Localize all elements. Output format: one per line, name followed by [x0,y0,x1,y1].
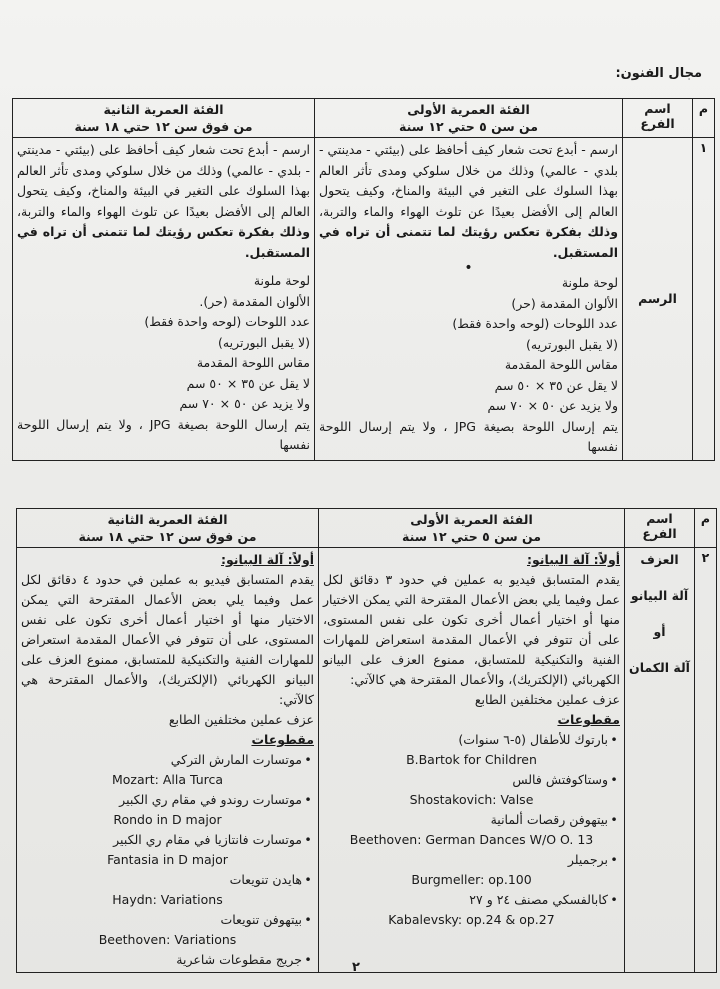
piece-arabic: •موتسارت فانتازيا في مقام ري الكبير [113,832,312,847]
spec-colors: الألوان المقدمة (حر) [511,295,618,311]
age-group-2-cell [17,548,319,973]
pieces-heading: مقطوعات [557,712,620,727]
col-branch-header: اسم الفرع [623,99,693,138]
branch-name: العزف آلة البيانو أو آلة الكمان [625,548,695,973]
col-branch-header: اسم الفرع [625,509,695,548]
table-header-row [17,509,717,548]
piano-heading: أولاً: آلة البيانو: [220,552,314,567]
two-styles-note: عزف عملين مختلفين الطابع [474,692,620,707]
table-row [17,548,717,973]
piano-description: يقدم المتسابق فيديو به عملين في حدود ٣ دقائق لكل عمل وفيما يلي بعض الأعمال المقترحة التي يمكن الاختيار منها أو اختيار أعمال أخرى تكون على نفس المستوى، على أن تتوفر في الأعمال المقدمة استعراض للمهارات الفنية والتكنيكية للمتسابق، ممنوع العزف على البيانو الكهربائي (الإلكتريك)، والأعمال المقترحة هي كالآتي: [323,572,620,687]
age-group-1-title: الفئة العمرية الأولى [410,512,533,527]
spec-colored: لوحة ملونة [253,273,310,288]
spec-size-title: مقاس اللوحة المقدمة [504,357,618,372]
spec-count: عدد اللوحات (لوحه واحدة فقط) [144,314,310,329]
col-number-header: م [695,509,717,548]
age-group-2-title: الفئة العمرية الثانية [107,512,228,527]
row-number: ١ [693,138,715,461]
list-item [323,850,620,890]
spec-format: يتم إرسال اللوحة بصيغة JPG ، ولا يتم إرسال اللوحة نفسها [17,416,310,452]
competition-description: ارسم - أبدع تحت شعار كيف أحافظ على (بيئتي - مدينتي - بلدي - عالمي) وذلك من خلال سلوكي ومدى تأثر العالم بهذا السلوك على التغير في البيئة والمناخ، وكيف يتحول العالم إلى الأفضل بعيدًا عن تلوث الهواء والماء والتربة، وذلك بفكرة تعكس رؤيتك لما تتمنى أن تراه في المستقبل. [319,142,618,260]
spec-portrait: (لا يقبل البورتريه) [218,334,310,350]
age-group-2-range: من فوق سن ١٢ حتي ١٨ سنة [78,529,257,544]
piece-arabic: •هايدن تنويعات [229,872,312,887]
spec-size-title: مقاس اللوحة المقدمة [196,355,310,370]
list-item [21,910,314,950]
age-group-2-range: من فوق سن ١٢ حتي ١٨ سنة [74,119,253,134]
list-item [21,790,314,830]
age-group-1-cell [315,138,623,461]
piece-arabic: •بيتهوفن رقصات ألمانية [490,812,618,827]
spec-format: يتم إرسال اللوحة بصيغة JPG ، ولا يتم إرسال اللوحة نفسها [319,418,618,454]
list-item [323,770,620,810]
section-title: مجال الفنون: [615,66,702,81]
piece-english: Burgmeller: op.100 [411,872,532,887]
bullet-dot: • [464,260,473,276]
piece-arabic: •كابالفسكي مصنف ٢٤ و ٢٧ [469,892,618,907]
competition-description: ارسم - أبدع تحت شعار كيف أحافظ على (بيئتي - مدينتي - بلدي - عالمي) وذلك من خلال سلوكي ومدى تأثر العالم بهذا السلوك على التغير في البيئة والمناخ، وكيف يتحول العالم إلى الأفضل بعيدًا عن تلوث الهواء والماء والتربة، وذلك بفكرة تعكس رؤيتك لما تتمنى أن تراه في المستقبل. [17,142,310,260]
piece-english: Kabalevsky: op.24 & op.27 [388,912,555,927]
drawing-table [12,98,715,461]
piece-english: Haydn: Variations [112,892,223,907]
two-styles-note: عزف عملين مختلفين الطابع [168,712,314,727]
age-group-1-header [315,99,623,138]
pieces-list [323,730,620,930]
spec-portrait: (لا يقبل البورتريه) [526,336,618,352]
piece-english: Rondo in D major [113,812,222,827]
table-header-row [13,99,715,138]
piece-english: B.Bartok for Children [406,752,537,767]
piece-arabic: •بارتوك للأطفال (٥-٦ سنوات) [458,732,618,747]
list-item [323,890,620,930]
branch-name: الرسم [623,138,693,461]
piece-arabic: •وستاكوفتش فالس [512,772,618,787]
row-number: ٢ [695,548,717,973]
age-group-2-header [13,99,315,138]
list-item [323,810,620,850]
spec-max-size: ولا يزيد عن ٥٠ × ٧٠ سم [179,396,310,411]
spec-colored: لوحة ملونة [561,275,618,290]
piece-arabic: •موتسارت المارش التركي [170,752,312,767]
age-group-2-title: الفئة العمرية الثانية [103,102,224,117]
piece-english: Mozart: Alla Turca [111,772,224,787]
list-item [21,830,314,870]
piece-arabic: •بيتهوفن تنويعات [220,912,312,927]
age-group-1-header [319,509,625,548]
piece-arabic: •موتسارت روندو في مقام ري الكبير [119,792,312,807]
piece-english: Beethoven: German Dances W/O O. 13 [349,832,594,847]
piece-english: Fantasia in D major [107,852,228,867]
col-number-header: م [693,99,715,138]
piece-arabic: •برجميلر [567,852,618,867]
spec-count: عدد اللوحات (لوحه واحدة فقط) [452,316,618,331]
spec-min-size: لا يقل عن ٣٥ × ٥٠ سم [494,377,618,393]
table-row [13,138,715,461]
pieces-list [21,750,314,970]
age-group-2-cell [13,138,315,461]
list-item [21,750,314,790]
spec-max-size: ولا يزيد عن ٥٠ × ٧٠ سم [487,398,618,413]
music-table [16,508,717,973]
piece-arabic: •جريج مقطوعات شاعرية [176,952,312,967]
age-group-1-cell [319,548,625,973]
list-item [21,950,314,970]
piano-heading: أولاً: آلة البيانو: [526,552,620,567]
list-item [323,730,620,770]
piano-description: يقدم المتسابق فيديو به عملين في حدود ٤ دقائق لكل عمل وفيما يلي بعض الأعمال المقترحة التي يمكن الاختيار منها أو اختيار أعمال أخرى تكون على نفس المستوى، على أن تتوفر في الأعمال المقدمة استعراض للمهارات الفنية والتكنيكية للمتسابق، ممنوع العزف على البيانو الكهربائي (الإلكتريك)، والأعمال المقترحة هي كالآتي: [21,572,314,707]
list-item [21,870,314,910]
piece-english: Shostakovich: Valse [409,792,534,807]
age-group-2-header [17,509,319,548]
piece-english: Beethoven: Variations [98,932,237,947]
page-number: ٢ [352,960,360,975]
age-group-1-range: من سن ٥ حتي ١٢ سنة [402,529,541,544]
spec-colors: الألوان المقدمة (حر). [199,293,310,309]
age-group-1-range: من سن ٥ حتي ١٢ سنة [399,119,538,134]
age-group-1-title: الفئة العمرية الأولى [407,102,530,117]
pieces-heading: مقطوعات [251,732,314,747]
spec-min-size: لا يقل عن ٣٥ × ٥٠ سم [186,375,310,391]
